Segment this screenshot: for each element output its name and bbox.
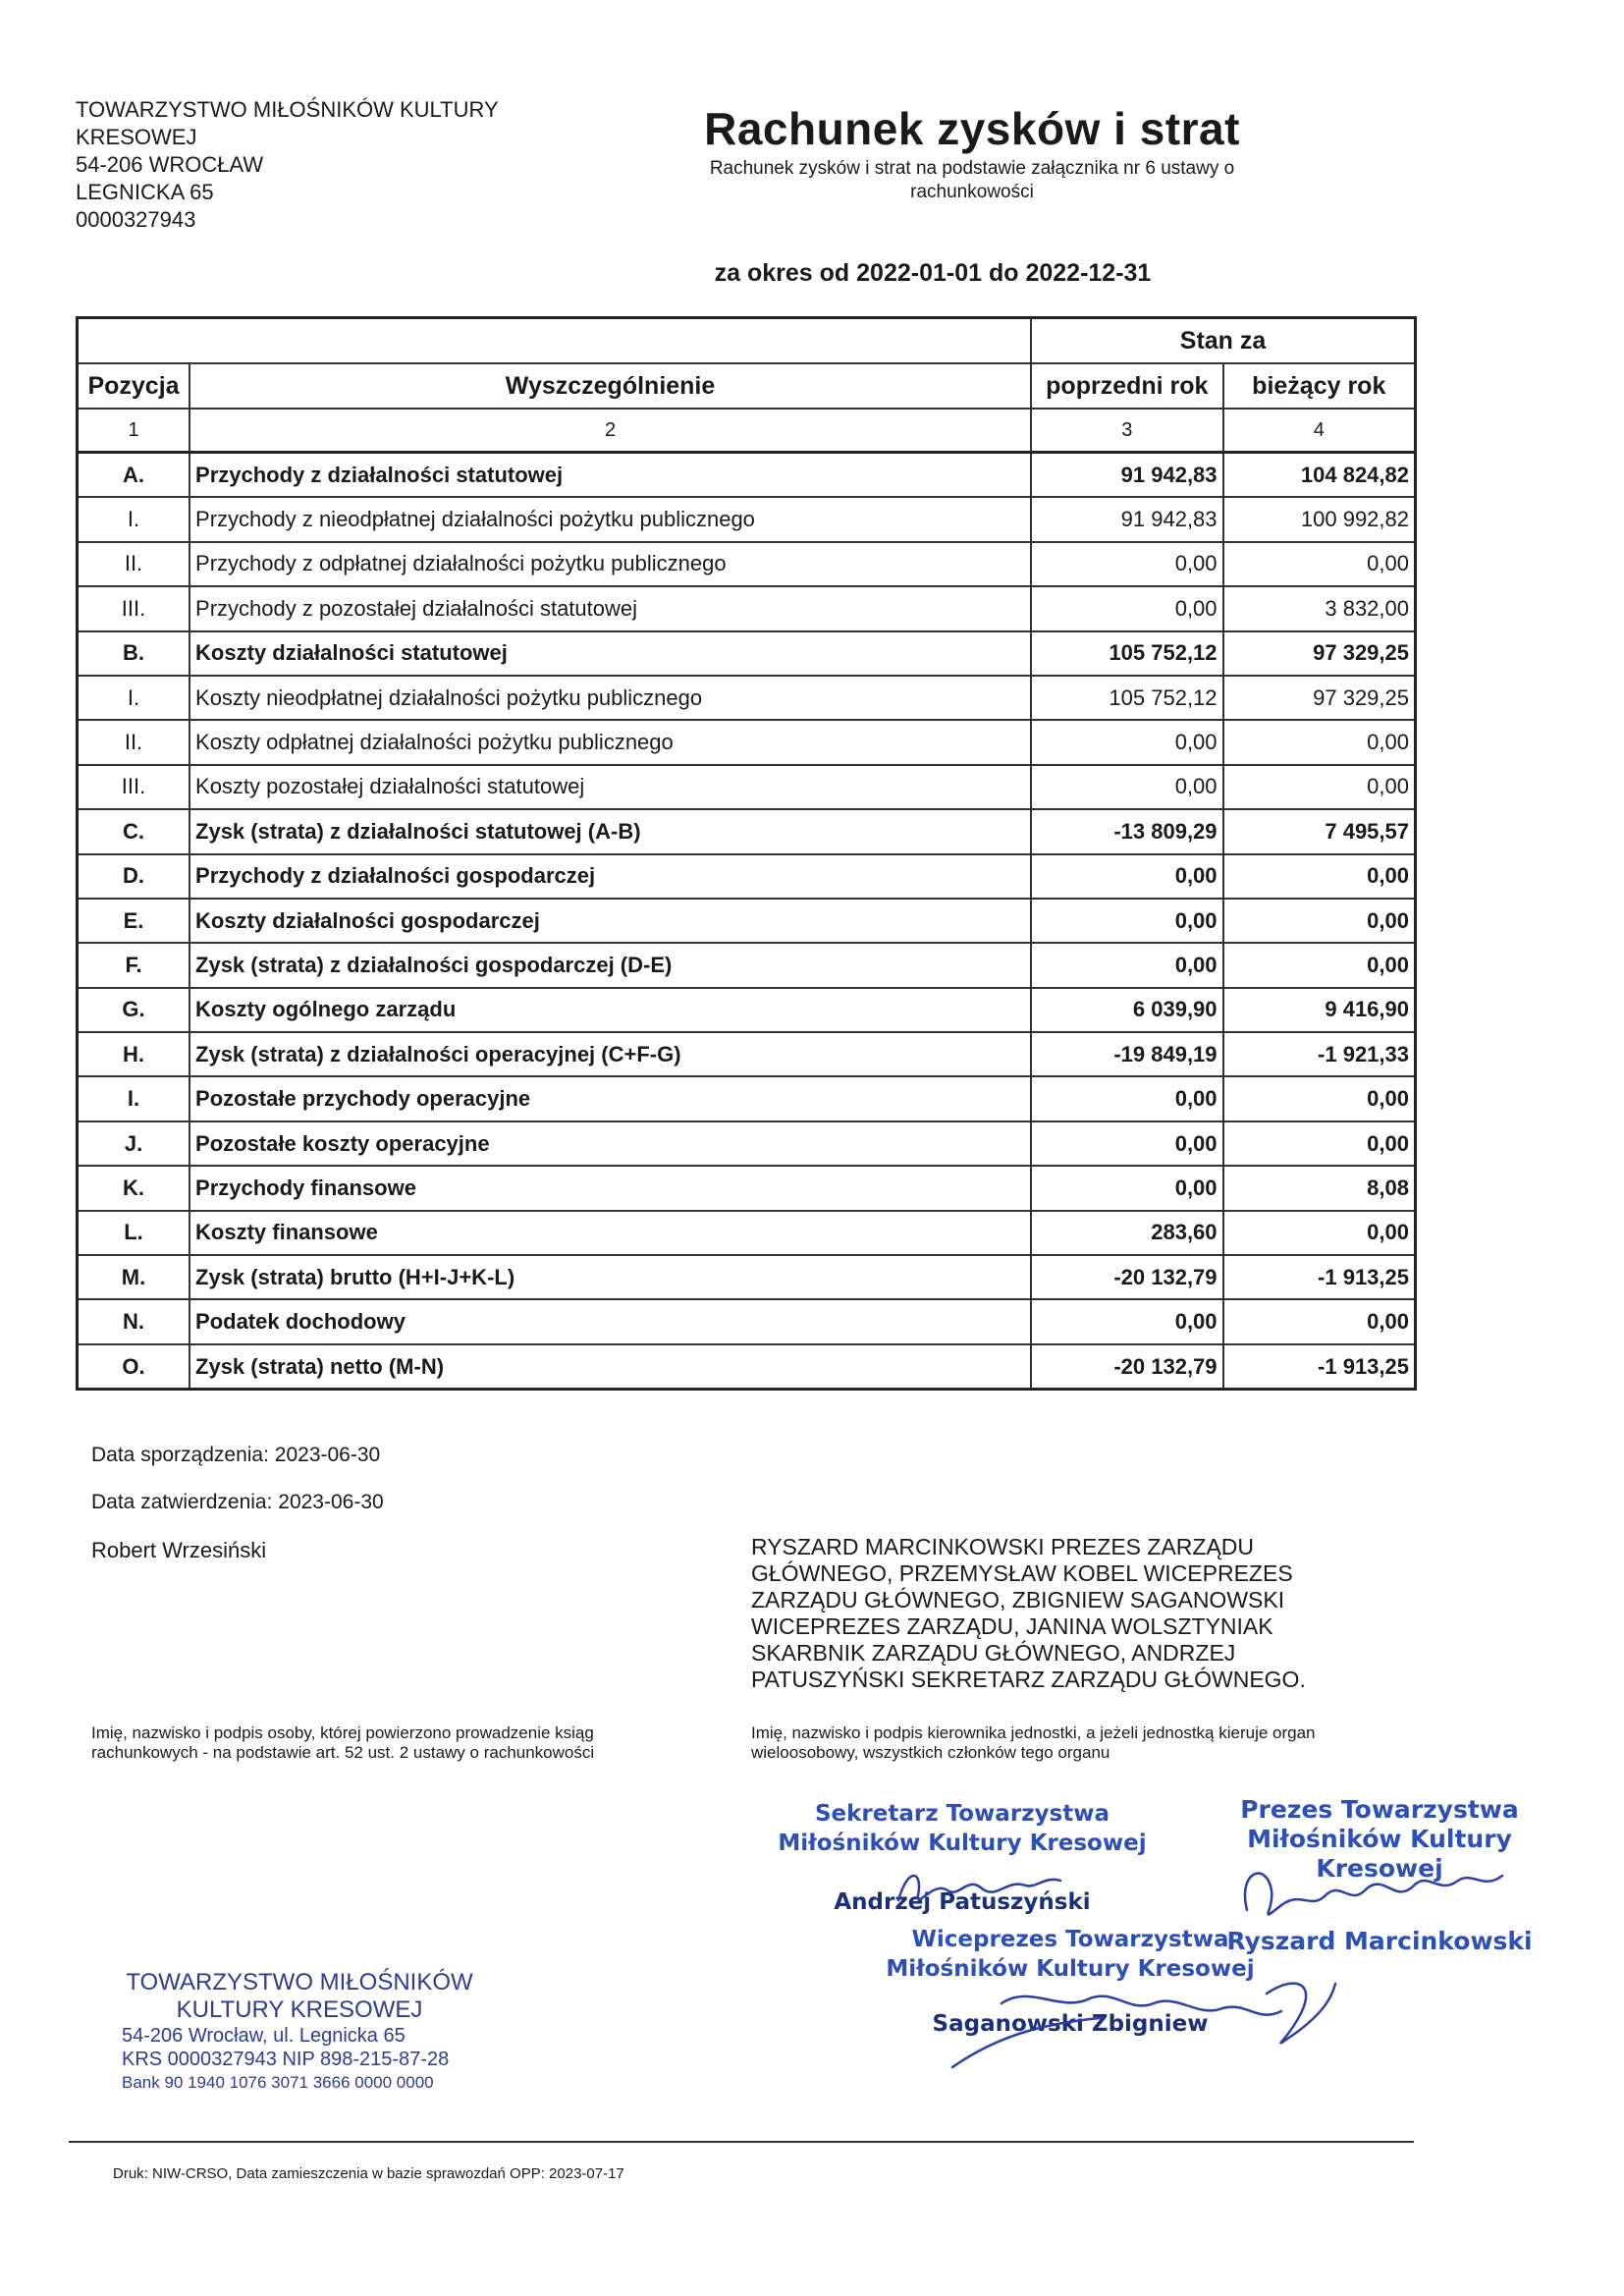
- row-current-year: -1 921,33: [1223, 1032, 1416, 1076]
- table-row: [78, 899, 1416, 943]
- row-current-year: 97 329,25: [1223, 631, 1416, 676]
- row-previous-year: 0,00: [1031, 586, 1222, 630]
- row-previous-year: 0,00: [1031, 1121, 1222, 1166]
- income-statement-table: [76, 316, 1417, 1391]
- org-line: KRESOWEJ: [76, 125, 197, 149]
- row-current-year: 3 832,00: [1223, 586, 1416, 630]
- stamp-line: TOWARZYSTWO MIŁOŚNIKÓW: [126, 1969, 473, 1995]
- footer-print-info: Druk: NIW-CRSO, Data zamieszczenia w bazie sprawozdań OPP: 2023-07-17: [113, 2165, 624, 2182]
- row-current-year: 97 329,25: [1223, 676, 1416, 720]
- table-row: [78, 1032, 1416, 1076]
- table-row: [78, 676, 1416, 720]
- table-row: [78, 631, 1416, 676]
- row-previous-year: -19 849,19: [1031, 1032, 1222, 1076]
- stamp-krs-nip: KRS 0000327943 NIP 898-215-87-28: [122, 2049, 450, 2070]
- table-row: [78, 1255, 1416, 1299]
- row-description: Koszty odpłatnej działalności pożytku publicznego: [189, 720, 1031, 764]
- row-description: Koszty ogólnego zarządu: [189, 988, 1031, 1032]
- row-position: III.: [78, 765, 190, 809]
- row-previous-year: 0,00: [1031, 899, 1222, 943]
- row-position: G.: [78, 988, 190, 1032]
- row-position: M.: [78, 1255, 190, 1299]
- row-position: C.: [78, 809, 190, 853]
- row-position: B.: [78, 631, 190, 676]
- row-description: Zysk (strata) brutto (H+I-J+K-L): [189, 1255, 1031, 1299]
- row-current-year: 0,00: [1223, 854, 1416, 899]
- organization-header: [76, 96, 499, 234]
- stamp-name: Andrzej Patuszyński: [834, 1889, 1091, 1915]
- row-current-year: 7 495,57: [1223, 809, 1416, 853]
- row-current-year: 0,00: [1223, 899, 1416, 943]
- row-current-year: 0,00: [1223, 765, 1416, 809]
- row-description: Zysk (strata) z działalności statutowej (A-B): [189, 809, 1031, 853]
- row-position: H.: [78, 1032, 190, 1076]
- row-position: I.: [78, 497, 190, 541]
- date-approved: Data zatwierdzenia: 2023-06-30: [91, 1491, 384, 1513]
- row-description: Zysk (strata) z działalności gospodarczej (D-E): [189, 943, 1031, 987]
- board-members: RYSZARD MARCINKOWSKI PREZES ZARZĄDU GŁÓWNEGO, PRZEMYSŁAW KOBEL WICEPREZES ZARZĄDU GŁÓWNEGO, ZBIGNIEW SAGANOWSKI WICEPREZES ZARZĄDU, JANINA WOLSZTYNIAK SKARBNIK ZARZĄDU GŁÓWNEGO, ANDRZEJ PATUSZYŃSKI SEKRETARZ ZARZĄDU GŁÓWNEGO.: [751, 1534, 1306, 1692]
- row-description: Pozostałe koszty operacyjne: [189, 1121, 1031, 1166]
- row-current-year: 0,00: [1223, 1076, 1416, 1121]
- row-previous-year: 0,00: [1031, 720, 1222, 764]
- row-previous-year: 0,00: [1031, 854, 1222, 899]
- row-current-year: 0,00: [1223, 1299, 1416, 1343]
- row-previous-year: 0,00: [1031, 1299, 1222, 1343]
- column-number: 2: [189, 409, 1031, 453]
- signature-marcinkowski: [1227, 1851, 1522, 1940]
- row-current-year: -1 913,25: [1223, 1344, 1416, 1390]
- row-description: Przychody finansowe: [189, 1166, 1031, 1210]
- row-current-year: -1 913,25: [1223, 1255, 1416, 1299]
- stamp-name: Saganowski Zbigniew: [932, 2011, 1209, 2037]
- stamp-bank: Bank 90 1940 1076 3071 3666 0000 0000: [122, 2073, 434, 2092]
- row-previous-year: -13 809,29: [1031, 809, 1222, 853]
- column-number: 4: [1223, 409, 1416, 453]
- row-description: Przychody z działalności gospodarczej: [189, 854, 1031, 899]
- stamp-line: Wiceprezes Towarzystwa: [911, 1927, 1229, 1952]
- header-current-year: bieżący rok: [1223, 363, 1416, 409]
- stamp-name: Ryszard Marcinkowski: [1226, 1927, 1533, 1955]
- row-current-year: 0,00: [1223, 1121, 1416, 1166]
- date-prepared: Data sporządzenia: 2023-06-30: [91, 1444, 381, 1466]
- row-description: Koszty działalności statutowej: [189, 631, 1031, 676]
- signature-patuszynski: [889, 1861, 1085, 1930]
- row-position: III.: [78, 586, 190, 630]
- row-position: II.: [78, 720, 190, 764]
- row-description: Zysk (strata) z działalności operacyjnej (C+F-G): [189, 1032, 1031, 1076]
- stamp-line: Sekretarz Towarzystwa: [814, 1801, 1110, 1827]
- table-row: [78, 988, 1416, 1032]
- row-previous-year: 6 039,90: [1031, 988, 1222, 1032]
- row-position: II.: [78, 542, 190, 586]
- table-row: [78, 809, 1416, 853]
- header-group-row: [78, 318, 1416, 364]
- table-row: [78, 765, 1416, 809]
- stamp-line: Prezes Towarzystwa: [1240, 1795, 1519, 1824]
- org-line: 54-206 WROCŁAW: [76, 152, 264, 177]
- header-previous-year: poprzedni rok: [1031, 363, 1222, 409]
- row-description: Przychody z nieodpłatnej działalności pożytku publicznego: [189, 497, 1031, 541]
- row-previous-year: 105 752,12: [1031, 631, 1222, 676]
- stamp-line: Miłośników Kultury Kresowej: [886, 1956, 1255, 1982]
- reporting-period: za okres od 2022-01-01 do 2022-12-31: [714, 259, 1152, 287]
- column-number: 3: [1031, 409, 1222, 453]
- bookkeeper-caption: Imię, nazwisko i podpis osoby, której powierzono prowadzenie ksiąg rachunkowych - na podstawie art. 52 ust. 2 ustawy o rachunkowości: [91, 1723, 595, 1762]
- row-position: K.: [78, 1166, 190, 1210]
- stamp-address: 54-206 Wrocław, ul. Legnicka 65: [122, 2025, 406, 2047]
- table-row: [78, 1344, 1416, 1390]
- row-description: Koszty finansowe: [189, 1211, 1031, 1255]
- stamp-line: KULTURY KRESOWEJ: [176, 1996, 423, 2023]
- column-number-row: [78, 409, 1416, 453]
- header-row: [78, 363, 1416, 409]
- bookkeeper-name: Robert Wrzesiński: [91, 1538, 267, 1562]
- table-row: [78, 1121, 1416, 1166]
- org-line: LEGNICKA 65: [76, 180, 214, 204]
- table-body: [78, 453, 1416, 1390]
- stamp-line: Miłośników Kultury Kresowej: [778, 1831, 1147, 1856]
- table-row: [78, 720, 1416, 764]
- header-position: Pozycja: [78, 363, 190, 409]
- table-row: [78, 1211, 1416, 1255]
- table-row: [78, 1299, 1416, 1343]
- row-description: Koszty działalności gospodarczej: [189, 899, 1031, 943]
- row-position: J.: [78, 1121, 190, 1166]
- organization-stamp: [118, 1969, 481, 2095]
- row-current-year: 9 416,90: [1223, 988, 1416, 1032]
- row-previous-year: 0,00: [1031, 943, 1222, 987]
- stamp-line: Miłośników Kultury Kresowej: [1247, 1825, 1512, 1883]
- row-previous-year: 0,00: [1031, 765, 1222, 809]
- table-row: [78, 854, 1416, 899]
- row-current-year: 0,00: [1223, 720, 1416, 764]
- table-row: [78, 542, 1416, 586]
- row-previous-year: 0,00: [1031, 542, 1222, 586]
- header-group-cell: Stan za: [1031, 318, 1415, 364]
- row-position: N.: [78, 1299, 190, 1343]
- document-subtitle: Rachunek zysków i strat na podstawie załącznika nr 6 ustawy o rachunkowości: [709, 158, 1235, 202]
- row-previous-year: -20 132,79: [1031, 1255, 1222, 1299]
- document-title: Rachunek zysków i strat: [704, 103, 1240, 154]
- row-position: D.: [78, 854, 190, 899]
- column-number: 1: [78, 409, 190, 453]
- table-row: [78, 497, 1416, 541]
- row-previous-year: 0,00: [1031, 1166, 1222, 1210]
- footer-divider: [69, 2141, 1414, 2143]
- row-current-year: 0,00: [1223, 542, 1416, 586]
- row-current-year: 8,08: [1223, 1166, 1416, 1210]
- row-previous-year: 91 942,83: [1031, 453, 1222, 498]
- row-description: Koszty pozostałej działalności statutowej: [189, 765, 1031, 809]
- row-previous-year: 91 942,83: [1031, 497, 1222, 541]
- row-previous-year: 0,00: [1031, 1076, 1222, 1121]
- row-position: A.: [78, 453, 190, 498]
- row-description: Przychody z działalności statutowej: [189, 453, 1031, 498]
- table-row: [78, 586, 1416, 630]
- manager-caption: Imię, nazwisko i podpis kierownika jednostki, a jeżeli jednostką kieruje organ wieloosobowy, wszystkich członków tego organu: [751, 1723, 1316, 1762]
- row-current-year: 100 992,82: [1223, 497, 1416, 541]
- header-description: Wyszczególnienie: [189, 363, 1031, 409]
- row-description: Koszty nieodpłatnej działalności pożytku publicznego: [189, 676, 1031, 720]
- table-row: [78, 943, 1416, 987]
- row-description: Zysk (strata) netto (M-N): [189, 1344, 1031, 1390]
- row-description: Podatek dochodowy: [189, 1299, 1031, 1343]
- signature-saganowski: [943, 1964, 1355, 2072]
- row-position: E.: [78, 899, 190, 943]
- org-line: TOWARZYSTWO MIŁOŚNIKÓW KULTURY: [76, 97, 499, 122]
- row-description: Przychody z pozostałej działalności statutowej: [189, 586, 1031, 630]
- header-empty-cell: [78, 318, 1032, 364]
- row-current-year: 0,00: [1223, 1211, 1416, 1255]
- row-position: F.: [78, 943, 190, 987]
- row-description: Przychody z odpłatnej działalności pożytku publicznego: [189, 542, 1031, 586]
- table-row: [78, 453, 1416, 498]
- row-position: I.: [78, 676, 190, 720]
- row-description: Pozostałe przychody operacyjne: [189, 1076, 1031, 1121]
- row-position: L.: [78, 1211, 190, 1255]
- org-line: 0000327943: [76, 207, 196, 232]
- row-current-year: 104 824,82: [1223, 453, 1416, 498]
- row-position: I.: [78, 1076, 190, 1121]
- row-previous-year: 105 752,12: [1031, 676, 1222, 720]
- row-current-year: 0,00: [1223, 943, 1416, 987]
- table-row: [78, 1076, 1416, 1121]
- row-previous-year: 283,60: [1031, 1211, 1222, 1255]
- row-position: O.: [78, 1344, 190, 1390]
- table-row: [78, 1166, 1416, 1210]
- row-previous-year: -20 132,79: [1031, 1344, 1222, 1390]
